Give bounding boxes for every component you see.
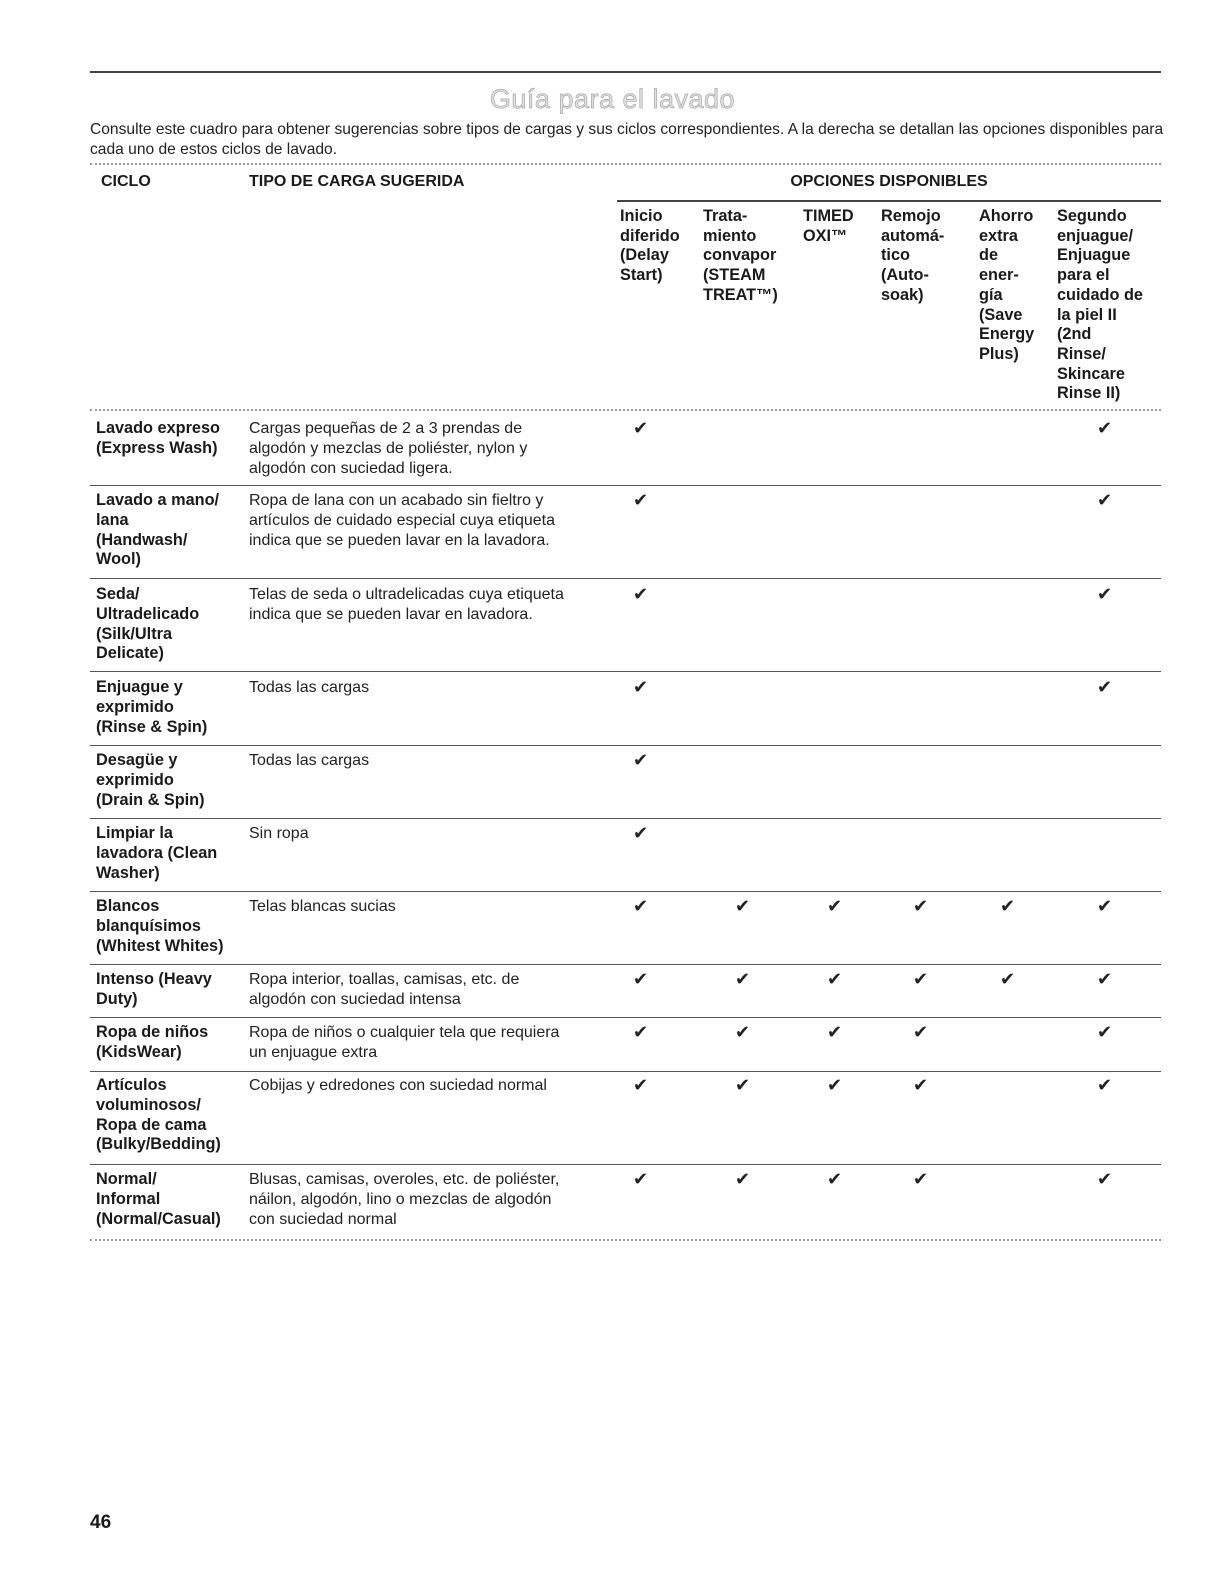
load-description: Todas las cargas [249, 679, 370, 696]
check-mark-icon: ✔ [913, 1022, 929, 1042]
row-divider [90, 745, 1161, 746]
check-mark-icon: ✔ [1097, 490, 1113, 510]
load-description: Ropa de niños o cualquier tela que requiera un enjuague extra [249, 1024, 560, 1061]
cycle-name: Desagüe y exprimido (Drain & Spin) [96, 751, 205, 809]
check-mark-icon: ✔ [735, 1022, 751, 1042]
check-mark-icon: ✔ [633, 1022, 649, 1042]
row-divider [90, 485, 1161, 486]
check-mark-icon: ✔ [1097, 584, 1113, 604]
check-mark-icon: ✔ [827, 1022, 843, 1042]
check-mark-icon: ✔ [1097, 677, 1113, 697]
cycle-name: Normal/ Informal (Normal/Casual) [96, 1170, 221, 1228]
check-mark-icon: ✔ [827, 969, 843, 989]
option-header-6: Segundo enjuague/ Enjuague para el cuidado de la piel II (2nd Rinse/ Skincare Rinse II) [1057, 207, 1143, 403]
check-mark-icon: ✔ [1097, 418, 1113, 438]
check-mark-icon: ✔ [913, 896, 929, 916]
check-mark-icon: ✔ [827, 896, 843, 916]
option-header-1: Inicio diferido (Delay Start) [620, 207, 680, 285]
option-header-3: TIMED OXI™ [803, 207, 854, 245]
check-mark-icon: ✔ [913, 1169, 929, 1189]
check-mark-icon: ✔ [1097, 1075, 1113, 1095]
load-description: Cargas pequeñas de 2 a 3 prendas de algodón y mezclas de poliéster, nylon y algodón con suciedad ligera. [249, 420, 528, 477]
cycle-name: Intenso (Heavy Duty) [96, 970, 212, 1008]
load-description: Ropa de lana con un acabado sin fieltro y artículos de cuidado especial cuya etiqueta indica que se pueden lavar en la lavadora. [249, 492, 555, 549]
row-divider [90, 578, 1161, 579]
check-mark-icon: ✔ [1097, 1022, 1113, 1042]
load-description: Blusas, camisas, overoles, etc. de poliéster, náilon, algodón, lino o mezclas de algodón con suciedad normal [249, 1171, 560, 1228]
row-divider [90, 891, 1161, 892]
load-description: Ropa interior, toallas, camisas, etc. de algodón con suciedad intensa [249, 971, 520, 1008]
check-mark-icon: ✔ [1097, 896, 1113, 916]
check-mark-icon: ✔ [633, 418, 649, 438]
check-mark-icon: ✔ [633, 823, 649, 843]
check-mark-icon: ✔ [633, 677, 649, 697]
check-mark-icon: ✔ [735, 969, 751, 989]
check-mark-icon: ✔ [633, 969, 649, 989]
check-mark-icon: ✔ [735, 1075, 751, 1095]
options-header-rule [617, 200, 1161, 202]
top-rule [90, 71, 1161, 73]
check-mark-icon: ✔ [633, 1169, 649, 1189]
check-mark-icon: ✔ [633, 750, 649, 770]
option-header-4: Remojo automá- tico (Auto- soak) [881, 207, 945, 304]
row-divider [90, 964, 1161, 965]
table-bottom-dotted-rule [90, 1239, 1161, 1241]
cycle-name: Limpiar la lavadora (Clean Washer) [96, 824, 218, 882]
header-available-options: OPCIONES DISPONIBLES [790, 173, 988, 190]
check-mark-icon: ✔ [1097, 1169, 1113, 1189]
check-mark-icon: ✔ [633, 584, 649, 604]
check-mark-icon: ✔ [633, 1075, 649, 1095]
header-cycle: CICLO [101, 173, 151, 190]
check-mark-icon: ✔ [1097, 969, 1113, 989]
load-description: Todas las cargas [249, 752, 370, 769]
check-mark-icon: ✔ [913, 969, 929, 989]
load-description: Sin ropa [249, 825, 309, 842]
cycle-name: Lavado a mano/ lana (Handwash/ Wool) [96, 491, 220, 569]
row-divider [90, 1017, 1161, 1018]
load-description: Cobijas y edredones con suciedad normal [249, 1077, 547, 1094]
cycle-name: Enjuague y exprimido (Rinse & Spin) [96, 678, 208, 736]
check-mark-icon: ✔ [735, 896, 751, 916]
row-divider [90, 1164, 1161, 1165]
page-number: 46 [90, 1512, 112, 1533]
row-divider [90, 1071, 1161, 1072]
row-divider [90, 671, 1161, 672]
cycle-name: Ropa de niños (KidsWear) [96, 1023, 209, 1061]
page-title: Guía para el lavado [489, 84, 736, 114]
check-mark-icon: ✔ [633, 896, 649, 916]
cycle-name: Seda/ Ultradelicado (Silk/Ultra Delicate) [96, 585, 200, 663]
option-header-5: Ahorro extra de ener- gía (Save Energy Plus) [979, 207, 1035, 363]
check-mark-icon: ✔ [1000, 969, 1016, 989]
check-mark-icon: ✔ [633, 490, 649, 510]
row-divider [90, 818, 1161, 819]
intro-paragraph: Consulte este cuadro para obtener sugerencias sobre tipos de cargas y sus ciclos correspondientes. A la derecha se detallan las opciones disponibles para cada uno de estos ciclos de lavado. [90, 121, 1164, 158]
check-mark-icon: ✔ [735, 1169, 751, 1189]
option-header-2: Trata- miento convapor (STEAM TREAT™) [703, 207, 778, 304]
cycle-name: Artículos voluminosos/ Ropa de cama (Bulky/Bedding) [96, 1076, 221, 1154]
check-mark-icon: ✔ [827, 1169, 843, 1189]
load-description: Telas de seda o ultradelicadas cuya etiqueta indica que se pueden lavar en lavadora. [249, 586, 564, 623]
check-mark-icon: ✔ [1000, 896, 1016, 916]
load-description: Telas blancas sucias [249, 898, 396, 915]
cycle-name: Blancos blanquísimos (Whitest Whites) [96, 897, 224, 955]
header-top-dotted-rule [90, 163, 1161, 165]
header-bottom-dotted-rule [90, 409, 1161, 411]
check-mark-icon: ✔ [913, 1075, 929, 1095]
cycle-name: Lavado expreso (Express Wash) [96, 419, 220, 457]
check-mark-icon: ✔ [827, 1075, 843, 1095]
header-load-type: TIPO DE CARGA SUGERIDA [249, 173, 465, 190]
